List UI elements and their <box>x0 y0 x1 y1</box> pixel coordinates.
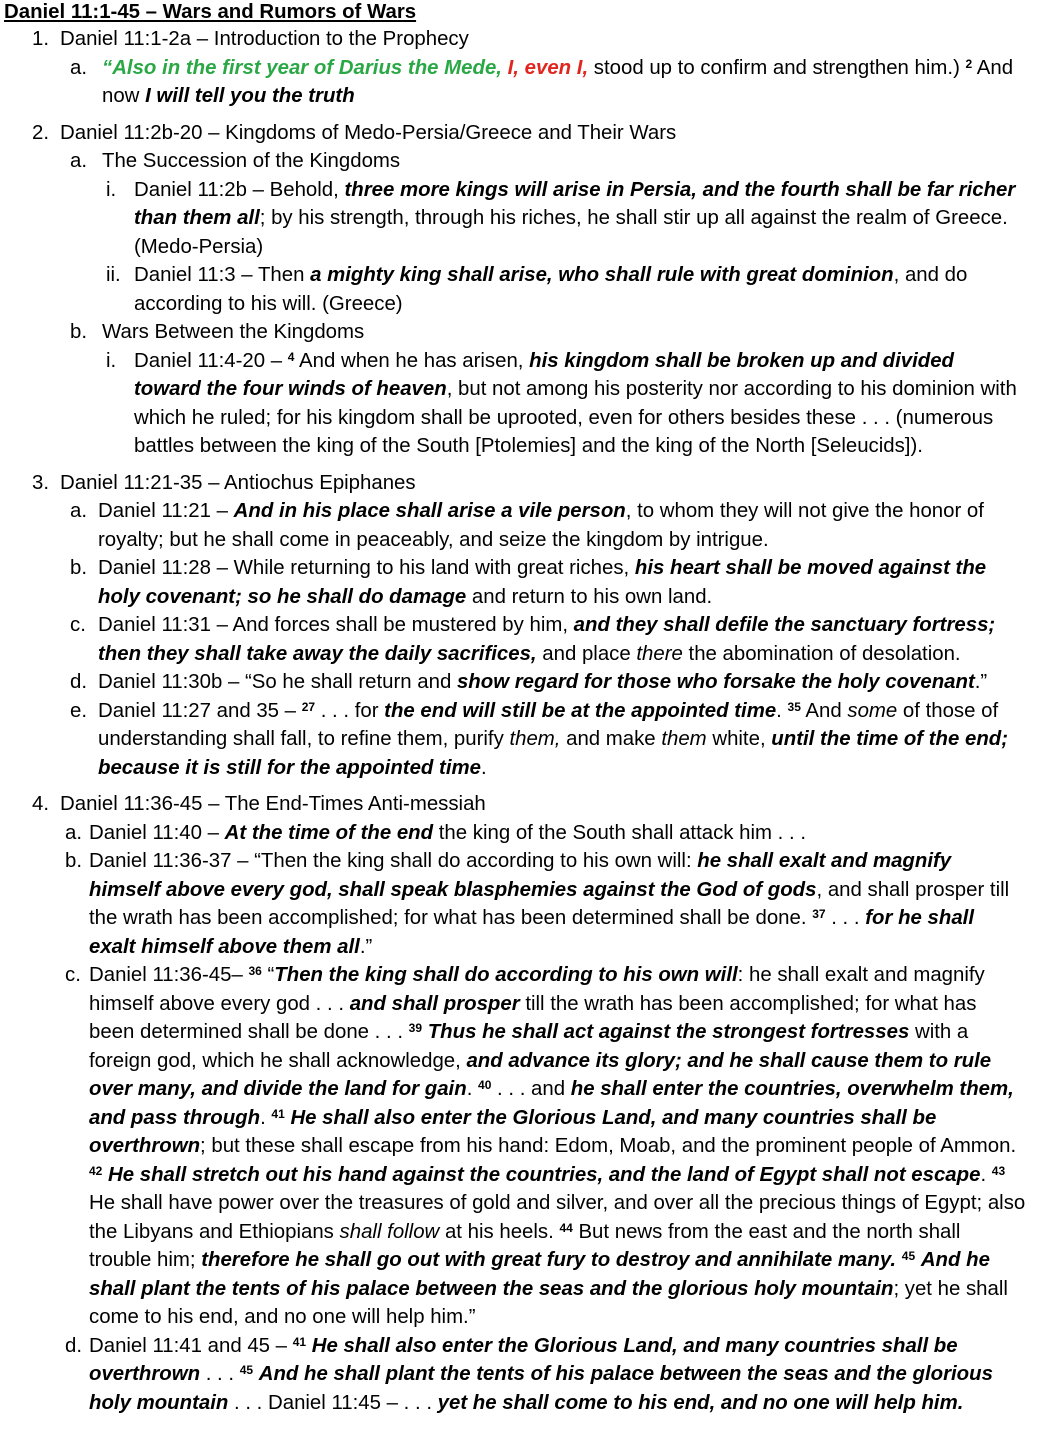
text-run: , and shall prosper till the wrath has been accomplished; for what has been determined shall be done. <box>89 878 1010 929</box>
text-run: . . . <box>200 1363 240 1385</box>
text-run: Daniel 11:36-45– <box>89 964 249 986</box>
text-run: ; by his strength, through his riches, he shall stir up all against the realm of Greece. (Medo-Persia) <box>134 207 1008 258</box>
section-3-item-b <box>4 554 1026 611</box>
italic-run: there <box>636 642 683 665</box>
scripture-emphasis-red: I, even I, <box>507 56 589 79</box>
text-run: Daniel 11:41 and 45 – <box>89 1334 293 1357</box>
section-2-item-a-i <box>4 176 1026 262</box>
verse-number: 43 <box>991 1163 1006 1178</box>
section-3-item-a <box>4 497 1026 554</box>
scripture-quote-green: “Also in the first year of Darius the Mede, <box>102 56 508 79</box>
emphasis-run: At the time of the end <box>224 821 434 844</box>
emphasis-run: He shall also enter the Glorious Land, and many countries shall be overthrown <box>89 1334 958 1385</box>
section-3-item-e <box>4 697 1026 783</box>
list-marker: 2. <box>32 121 50 144</box>
section-2-item-b <box>4 318 1026 347</box>
emphasis-run: and they shall defile the sanctuary fortress; then they shall take away the daily sacrifices, <box>98 614 996 665</box>
text-run: .” <box>359 935 373 958</box>
emphasis-run: And he shall plant the tents of his palace between the seas and the glorious holy mountain <box>89 1363 993 1414</box>
list-marker: a. <box>70 500 88 522</box>
emphasis-run: his heart shall be moved against the holy covenant; so he shall do damage <box>98 557 987 608</box>
text-run: the king of the South shall attack him . . . <box>433 821 806 844</box>
section-4-item-a <box>4 819 1026 848</box>
emphasis-run: I will tell you the truth <box>145 85 355 107</box>
emphasis-run: three more kings will arise in Persia, and the fourth shall be far richer than them all <box>134 178 1016 229</box>
emphasis-run: therefore he shall go out with great fury to destroy and annihilate many. <box>201 1249 897 1271</box>
text-run: stood up to confirm and strengthen him.) <box>588 56 966 79</box>
emphasis-run: for he shall exalt himself above them all <box>89 907 974 958</box>
text-run: , to whom they will not give the honor of royalty; but he shall come in peaceably, and seize the kingdom by intrigue. <box>98 500 984 551</box>
list-marker: a. <box>70 56 88 79</box>
subheading-text: The Succession of the Kingdoms <box>102 150 401 172</box>
verse-number: 27 <box>301 699 316 714</box>
emphasis-run: and advance its glory; and he shall cause them to rule over many, and divide the land for gain <box>89 1049 992 1100</box>
text-run: white, <box>706 728 772 750</box>
emphasis-run: and shall prosper <box>349 992 520 1015</box>
list-marker: i. <box>106 178 117 201</box>
verse-number: 44 <box>559 1220 573 1235</box>
text-run: Daniel 11:3 – Then <box>134 264 311 286</box>
subheading-text: Wars Between the Kingdoms <box>102 321 365 343</box>
list-marker: d. <box>65 1334 83 1357</box>
list-marker: i. <box>106 349 117 372</box>
italic-run: shall follow <box>339 1220 440 1243</box>
emphasis-run: he shall exalt and magnify himself above every god, shall speak blasphemies against the God of gods <box>89 850 952 901</box>
emphasis-run: He shall also enter the Glorious Land, and many countries shall be overthrown <box>89 1106 937 1157</box>
list-marker: e. <box>70 699 88 722</box>
text-run: “ <box>261 964 275 986</box>
emphasis-run: the end will still be at the appointed time <box>384 699 777 722</box>
section-4-item-d <box>4 1332 1026 1418</box>
text-run: Daniel 11:27 and 35 – <box>98 699 302 722</box>
text-run: . <box>776 699 788 722</box>
text-run: But news from the east and the north shall trouble him; <box>89 1220 961 1271</box>
text-run: Daniel 11:36-37 – “Then the king shall do according to his own will: <box>89 850 698 872</box>
text-run: , and do according to his will. (Greece) <box>134 264 968 315</box>
text-run: ; yet he shall come to his end, and no one will help him.” <box>89 1277 1008 1328</box>
text-run: . . . <box>825 907 866 929</box>
text-run: . <box>480 756 487 779</box>
emphasis-run: And he shall plant the tents of his palace between the seas and the glorious holy mountain <box>89 1249 990 1300</box>
section-3-heading <box>4 469 1026 498</box>
text-run: . . . for <box>315 699 385 722</box>
list-marker: b. <box>70 321 88 343</box>
emphasis-run: yet he shall come to his end, and no one will help him. <box>437 1391 964 1414</box>
section-3-item-c <box>4 611 1026 668</box>
text-run: and place <box>536 642 637 665</box>
verse-number: 37 <box>812 907 826 921</box>
list-marker: d. <box>70 671 88 693</box>
heading-text: Daniel 11:2b-20 – Kingdoms of Medo-Persia/Greece and Their Wars <box>60 121 677 144</box>
text-run: and make <box>560 728 662 750</box>
list-marker: a. <box>70 150 88 172</box>
text-run: , but not among his posterity nor according to his dominion with which he ruled; for his kingdom shall be uprooted, even for others besides these . . . (numerous battles between the king of the South [Ptolemies] and the king of the North [Seleucids]). <box>134 378 1017 457</box>
verse-number: 45 <box>901 1249 916 1263</box>
text-run: . <box>980 1163 992 1186</box>
section-4-item-c <box>4 961 1026 1332</box>
emphasis-run: a mighty king shall arise, who shall rule with great dominion <box>310 264 894 286</box>
verse-number: 2 <box>965 56 973 71</box>
list-marker: ii. <box>106 264 121 286</box>
italic-run: some <box>847 699 898 722</box>
list-marker: b. <box>65 850 83 872</box>
text-run: Daniel 11:31 – And forces shall be mustered by him, <box>98 614 574 636</box>
section-2-heading <box>4 119 1026 148</box>
verse-number: 4 <box>287 349 295 364</box>
section-1-item-a <box>4 54 1026 111</box>
verse-number: 40 <box>478 1078 492 1092</box>
verse-number: 35 <box>787 699 801 714</box>
emphasis-run: show regard for those who forsake the holy covenant <box>456 671 975 693</box>
heading-text: Daniel 11:21-35 – Antiochus Epiphanes <box>60 471 416 494</box>
text-run: Daniel 11:4-20 – <box>134 349 288 372</box>
list-marker: 3. <box>32 471 50 494</box>
text-run: . . . and <box>491 1078 571 1100</box>
text-run: Daniel 11:30b – “So he shall return and <box>98 671 457 693</box>
list-marker: c. <box>65 964 81 986</box>
text-run: at his heels. <box>439 1220 560 1243</box>
emphasis-run: And in his place shall arise a vile person <box>233 500 626 522</box>
section-3-item-d <box>4 668 1026 697</box>
verse-number: 41 <box>292 1334 307 1349</box>
verse-number: 42 <box>89 1163 103 1178</box>
text-run: ; but these shall escape from his hand: Edom, Moab, and the prominent people of Ammon. <box>200 1135 1017 1157</box>
text-run: . . . Daniel 11:45 – . . . <box>228 1391 438 1414</box>
text-run: the abomination of desolation. <box>682 642 961 665</box>
verse-number: 39 <box>408 1021 423 1035</box>
text-run: with a foreign god, which he shall acknowledge, <box>89 1021 969 1072</box>
heading-text: Daniel 11:1-2a – Introduction to the Prophecy <box>60 28 469 50</box>
list-marker: b. <box>70 557 88 579</box>
text-run: And now <box>102 56 1014 107</box>
text-run: .” <box>974 671 988 693</box>
text-run: Daniel 11:21 – <box>98 500 234 522</box>
text-run: . <box>260 1106 272 1129</box>
text-run: and return to his own land. <box>466 585 713 608</box>
section-2-item-a <box>4 147 1026 176</box>
emphasis-run: Then the king shall do according to his own will <box>274 964 738 986</box>
verse-number: 41 <box>271 1106 285 1121</box>
text-run: of those of understanding shall fall, to refine them, purify <box>98 699 999 750</box>
text-run: And when he has arisen, <box>294 349 530 372</box>
section-4-heading <box>4 790 1026 819</box>
verse-number: 36 <box>248 964 262 978</box>
section-2-item-b-i <box>4 347 1026 461</box>
list-marker: a. <box>65 821 83 844</box>
section-4-item-b <box>4 847 1026 961</box>
text-run: He shall have power over the treasures of gold and silver, and over all the precious things of Egypt; also the Libyans and Ethiopians <box>89 1192 1026 1243</box>
text-run: And <box>800 699 848 722</box>
section-1-heading <box>4 25 1026 54</box>
list-marker: 4. <box>32 793 50 815</box>
list-marker: c. <box>70 614 86 636</box>
verse-number: 45 <box>239 1363 254 1377</box>
text-run: Daniel 11:2b – Behold, <box>134 178 345 201</box>
list-marker: 1. <box>32 28 50 50</box>
emphasis-run: He shall stretch out his hand against the countries, and the land of Egypt shall not escape <box>108 1163 981 1186</box>
emphasis-run: his kingdom shall be broken up and divided toward the four winds of heaven <box>134 349 954 400</box>
text-run: : he shall exalt and magnify himself above every god . . . <box>89 964 985 1015</box>
italic-run: them, <box>509 728 561 750</box>
text-run: Daniel 11:40 – <box>89 821 225 844</box>
text-run: till the wrath has been accomplished; for what has been determined shall be done . . . <box>89 992 977 1043</box>
text-run: Daniel 11:28 – While returning to his land with great riches, <box>98 557 635 579</box>
text-run: . <box>466 1078 479 1100</box>
section-2-item-a-ii <box>4 261 1026 318</box>
emphasis-run: he shall enter the countries, overwhelm them, and pass through <box>89 1078 1014 1129</box>
emphasis-run: until the time of the end; because it is still for the appointed time <box>98 728 1009 779</box>
document-title: Daniel 11:1-45 – Wars and Rumors of Wars <box>4 1 417 23</box>
heading-text: Daniel 11:36-45 – The End-Times Anti-messiah <box>60 793 486 815</box>
emphasis-run: Thus he shall act against the strongest fortresses <box>427 1021 910 1043</box>
italic-run: them <box>661 728 707 750</box>
